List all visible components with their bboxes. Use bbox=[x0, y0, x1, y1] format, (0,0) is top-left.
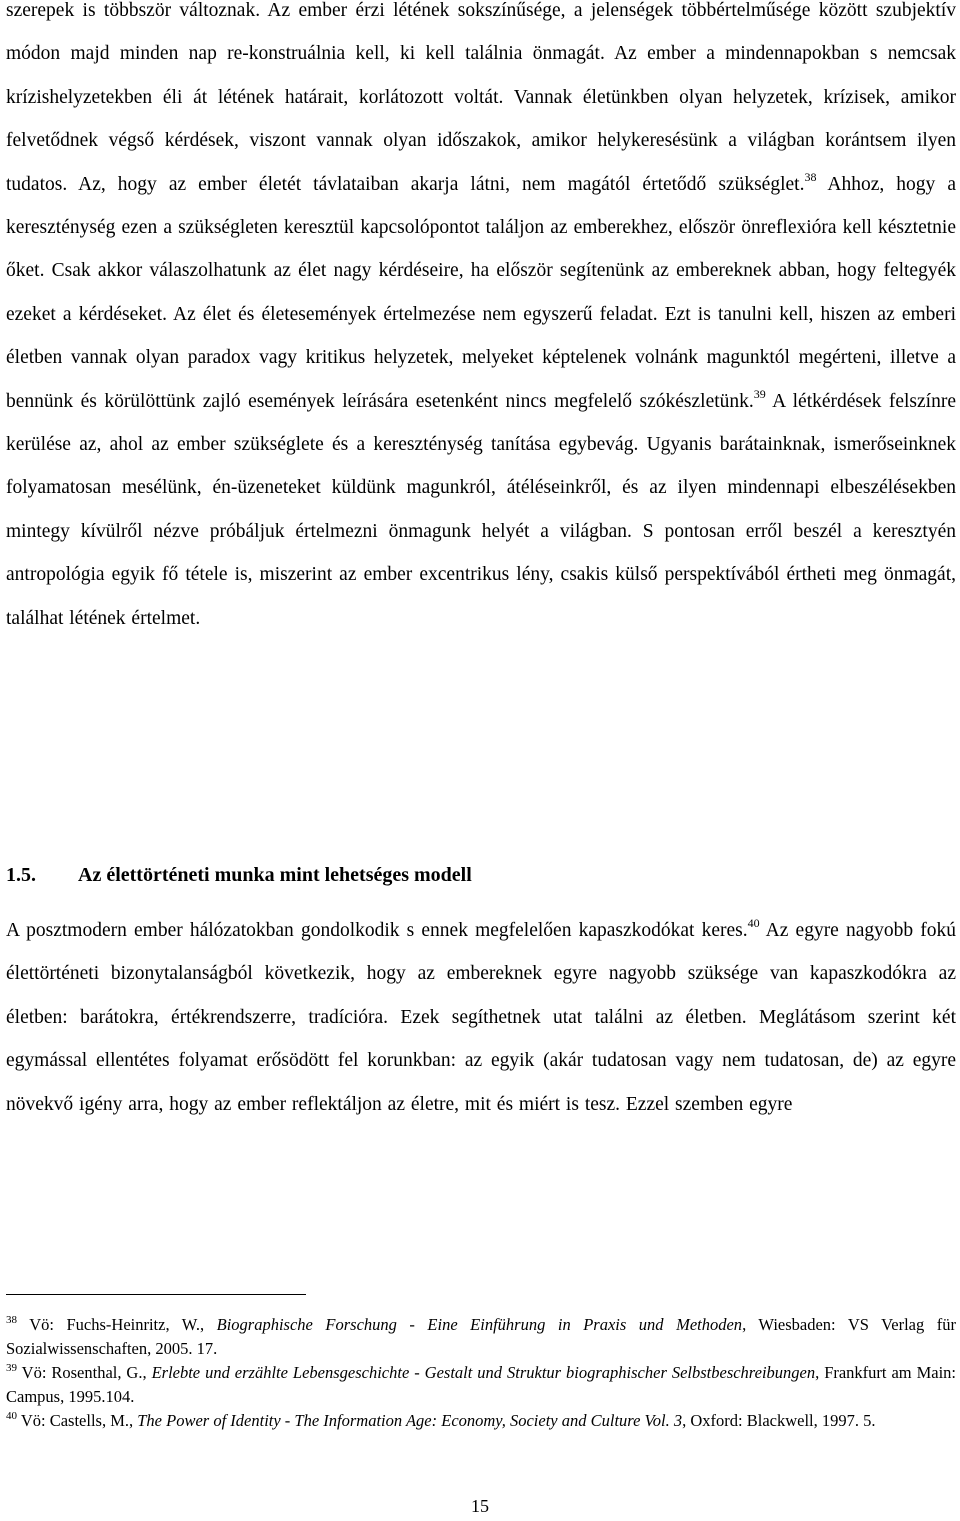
section-heading bbox=[6, 855, 472, 895]
footnote-text: Vö: Rosenthal, G., bbox=[17, 1363, 152, 1382]
section-number: 1.5. bbox=[6, 864, 36, 886]
paragraph-text: A létkérdések felszínre kerülése az, ahol az ember szükséglete és a kereszténység tanítása egybevág. Ugyanis barátainknak, ismerőseinknek folyamatosan mesélünk, én-üzeneteket küldünk magunkról, átéléseinkről, és az ilyen mindennapi elbeszélésekben mintegy kívülről nézve próbáljuk értelmezni önmagunk helyét a világban. S pontosan erről beszél a keresztyén antropológia egyik fő tétele is, miszerint az ember excentrikus lény, csakis külső perspektívából értheti meg önmagát, találhat létének értelmet. bbox=[6, 390, 956, 629]
footnote-40 bbox=[6, 1409, 956, 1433]
footnote-reference[interactable]: 38 bbox=[804, 169, 817, 184]
footnote-number: 38 bbox=[6, 1314, 17, 1326]
footnote-text: , Wiesbaden: VS Verlag für Sozialwissenschaften, 2005. 17. bbox=[6, 1315, 956, 1358]
footnote-title: Biographische Forschung - Eine Einführung in Praxis und Methoden bbox=[216, 1315, 743, 1334]
footnote-reference[interactable]: 39 bbox=[753, 386, 766, 401]
footnote-text: , Oxford: Blackwell, 1997. 5. bbox=[682, 1411, 876, 1430]
paragraph-text: A posztmodern ember hálózatokban gondolkodik s ennek megfelelően kapaszkodókat keres. bbox=[6, 920, 748, 941]
footnote-reference[interactable]: 40 bbox=[747, 916, 760, 930]
footnote-separator bbox=[6, 1294, 306, 1295]
footnote-39 bbox=[6, 1361, 956, 1408]
footnote-text: Vö: Castells, M., bbox=[17, 1411, 138, 1430]
section-title: Az élettörténeti munka mint lehetséges modell bbox=[78, 864, 472, 886]
body-paragraph-1 bbox=[6, 0, 956, 640]
footnote-38 bbox=[6, 1313, 956, 1360]
footnote-title: Erlebte und erzählte Lebensgeschichte - Gestalt und Struktur biographischer Selbstbeschreibungen bbox=[151, 1363, 816, 1382]
paragraph-text: szerepek is többször változnak. Az ember érzi létének sokszínűsége, a jelenségek többértelműsége között szubjektív módon majd minden nap re-konstruálnia kell, ki kell találnia önmagát. Az ember a mindennapokban s nemcsak krízishelyzetekben éli át létének határait, korlátozott voltát. Vannak életünkben olyan helyzetek, krízisek, amikor felvetődnek végső kérdések, viszont vannak olyan időszakok, amikor helykeresésünk a világban korántsem ilyen tudatos. Az, hogy az ember életét távlataiban akarja látni, nem magától értetődő szükséglet. bbox=[6, 0, 956, 195]
body-paragraph-2 bbox=[6, 909, 956, 1126]
paragraph-text: Ahhoz, hogy a kereszténység ezen a szükségleten keresztül kapcsolópontot találjon az emberekhez, először önreflexióra kell késztetnie őket. Csak akkor válaszolhatunk az élet nagy kérdéseire, ha először segítenünk az embereknek abban, hogy feltegyék ezeket a kérdéseket. Az élet és életesemények értelmezése nem egyszerű feladat. Ezt is tanulni kell, hiszen az emberi életben vannak olyan paradox vagy kritikus helyzetek, melyeket képtelenek volnánk magunktól megérteni, illetve a bennünk és körülöttünk zajló események leírására esetenként nincs megfelelő szókészletünk. bbox=[6, 173, 956, 412]
footnotes bbox=[6, 1313, 956, 1434]
paragraph-text: Az egyre nagyobb fokú élettörténeti bizonytalanságból következik, hogy az embereknek egyre nagyobb szüksége van kapaszkodókra az életben: barátokra, értékrendszerre, tradícióra. Ezek segíthetnek utat találni az életben. Meglátásom szerint két egymással ellentétes folyamat erősödött fel korunkban: az egyik (akár tudatosan vagy nem tudatosan, de) az egyre növekvő igény arra, hogy az ember reflektáljon az életre, mit és miért is tesz. Ezzel szemben egyre bbox=[6, 920, 957, 1115]
footnote-text: , Frankfurt am Main: Campus, 1995.104. bbox=[6, 1363, 956, 1406]
footnote-text: Vö: Fuchs-Heinritz, W., bbox=[17, 1315, 217, 1334]
footnote-number: 40 bbox=[6, 1410, 17, 1422]
footnote-number: 39 bbox=[6, 1362, 17, 1374]
document-page bbox=[6, 0, 957, 1430]
page-number: 15 bbox=[471, 1496, 489, 1516]
footnote-title: The Power of Identity - The Information Age: Economy, Society and Culture Vol. 3 bbox=[137, 1411, 683, 1430]
